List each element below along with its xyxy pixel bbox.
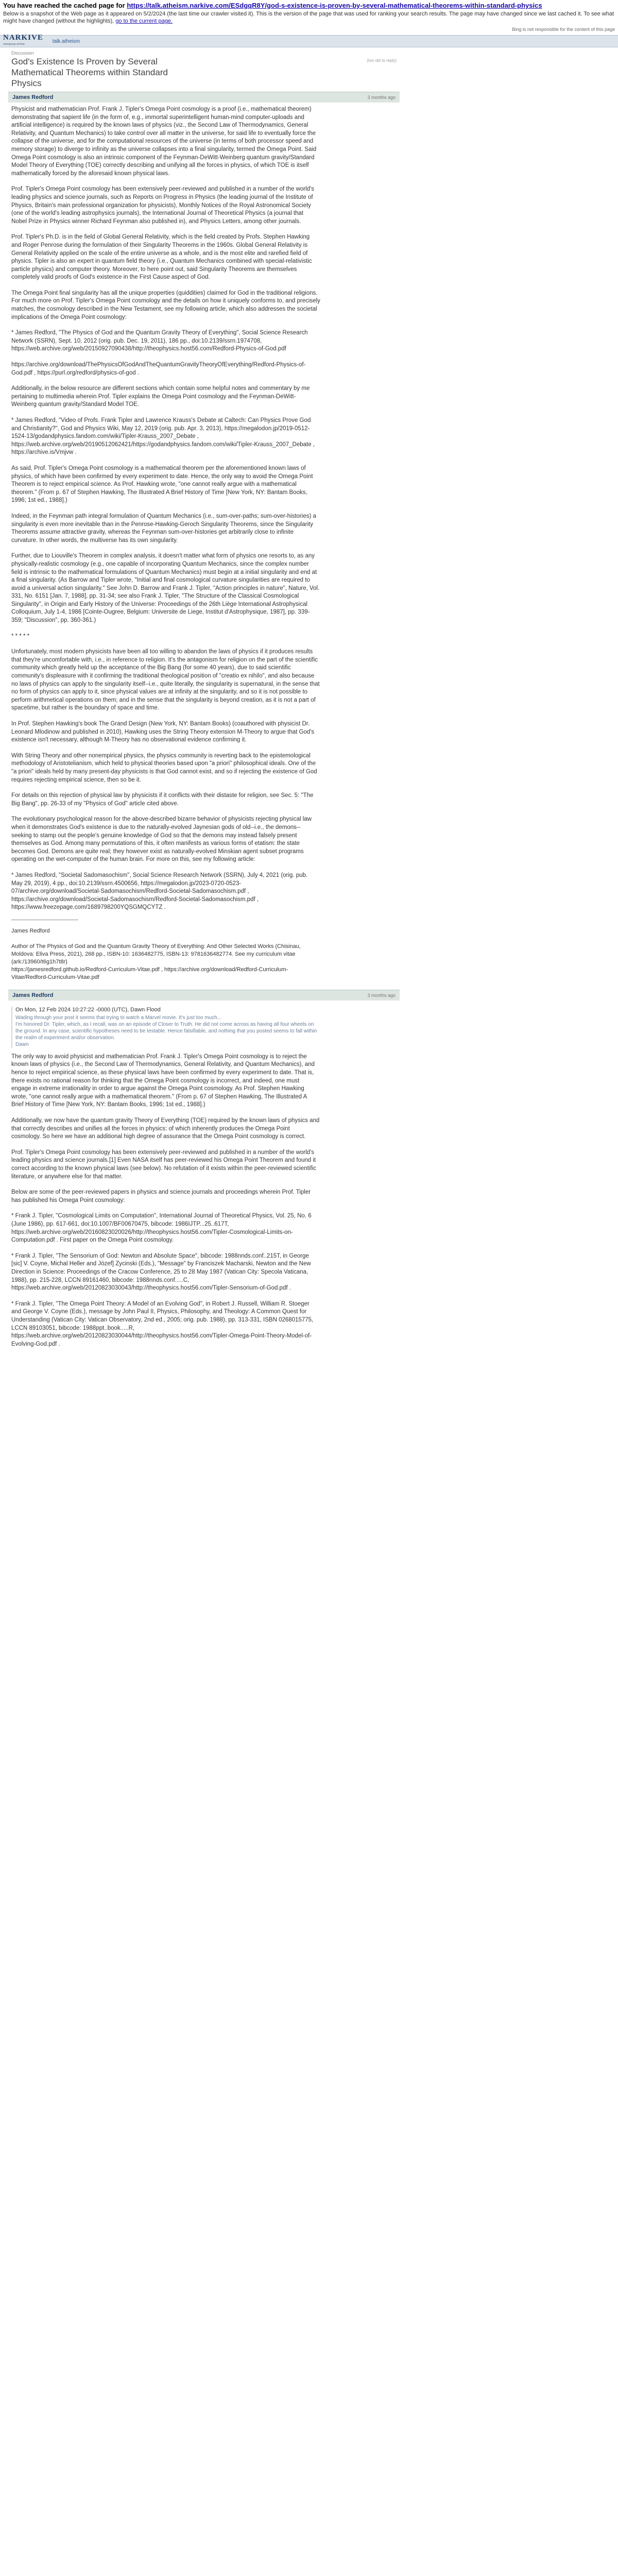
post-header bbox=[8, 92, 400, 103]
post-paragraph: The only way to avoid physicist and mathematician Prof. Frank J. Tipler's Omega Point cosmology is to reject the known laws of physics (i.e., the Second Law of Thermodynamics, General Relativity, and Quantum Mechanics), and hence to reject empirical science, as these physical laws have been confirmed by every experiment to date. That is, there exists no rational reason for thinking that the Omega Point cosmology is incorrect, and indeed, one must engage in extreme irrationality in order to argue against the Omega Point cosmology. As Prof. Stephen Hawking wrote, "one cannot really argue with a mathematical theorem." (From p. 67 of Stephen Hawking, The Illustrated A Brief History of Time [New York, NY: Bantam Books, 1996; 1st ed., 1988].) bbox=[11, 1053, 315, 1108]
post-paragraph: With String Theory and other nonempirical physics, the physics community is reverting back to the epistemological methodology of Aristotelianism, which held to physical theories based upon "a priori" philosophical ideals. One of the "a priori" ideals held by many present-day physicists is that God cannot exist, and so if rejecting the existence of God requires rejecting empirical science, then so be it. bbox=[11, 752, 317, 783]
post-citation: * James Redford, "Video of Profs. Frank Tipler and Lawrence Krauss's Debate at Caltech: Can Physics Prove God and Christianity?", God and Physics Wiki, May 12, 2019 (orig. pub. Apr. 3, 2013), https://megalodon.jp/2019-0512-1524-13/godandphysics.fandom.com/wiki/Tipler-Krauss_2007_Debate , https://web.archive.org/web/20190512062421/https://godandphysics.fandom.com/wiki/Tipler-Krauss_2007_Debate , https://archive.is/Vmjvw . bbox=[11, 417, 315, 456]
post-paragraph: Additionally, we now have the quantum gravity Theory of Everything (TOE) required by the known laws of physics and that correctly describes and unifies all the forces in physics: of which inherently produces the Omega Point cosmology. So here we have an additional high degree of assurance that the Omega Point cosmology is correct. bbox=[11, 1117, 320, 1140]
post-citation: * James Redford, "Societal Sadomasochism", Social Science Research Network (SSRN), July 4, 2021 (orig. pub. May 29, 2019), 4 pp., doi:10.2139/ssrn.4500656, https://megalodon.jp/2023-0720-0523-07/archive.org/download/Societal-Sadomasochism/Redford-Societal-Sadomasochism.pdf , https://archive.org/download/Societal-Sadomasochism/Redford-Societal-Sadomasochism.pdf , https://www.freezepage.com/1689798200YQSGMQCYTZ . bbox=[11, 872, 308, 911]
narkive-logo[interactable] bbox=[3, 35, 43, 48]
post-paragraph: In Prof. Stephen Hawking's book The Grand Design (New York, NY: Bantam Books) (coauthored with physicist Dr. Leonard Mlodinow and published in 2010), Hawking uses the String Theory extension M-Theory to argue that God's existence isn't necessary, although M-Theory has no observational evidence confirming it. bbox=[11, 721, 315, 743]
cache-notice-subtext bbox=[3, 10, 615, 25]
cache-notice bbox=[0, 0, 618, 34]
post-paragraph: Indeed, in the Feynman path integral formulation of Quantum Mechanics (i.e., sum-over-paths; sum-over-histories) a singularity is even more inevitable than in the Penrose-Hawking-Geroch Singularity Theorems, since the Singularity Theorems assume attractive gravity, whereas the Feynman sum-over-histories get arbitrarily close to infinite curvature. In other words, the multiverse has its own singularity. bbox=[11, 513, 316, 544]
post-citation: * Frank J. Tipler, "The Omega Point Theory: A Model of an Evolving God", in Robert J. Russell, William R. Stoeger and George V. Coyne (Eds.), message by John Paul II, Physics, Philosophy, and Theology: A Common Quest for Understanding (Vatican City: Vatican Observatory, 2nd ed., 2005; orig. pub. 1988), pp. 313-331, ISBN 0268015775, LCCN 89103051, bibcode: 1988ppt..book.....R, https://web.archive.org/web/20120823030044/http://theophysics.host56.com/Tipler-Omega-Point-Theory-Model-of-Evolving-God.pdf . bbox=[11, 1300, 314, 1347]
quote-line: Wading through your post it seems that trying to watch a Marvel movie. It's just too much... bbox=[15, 1014, 222, 1021]
bing-disclaimer: Bing is not responsible for the content of this page bbox=[512, 27, 615, 32]
signature-links: https://jamesredford.github.io/Redford-Curriculum-Vitae.pdf , https://archive.org/download/Redford-Curriculum-Vitae/Redford-Curriculum-Vitae.pdf bbox=[11, 966, 288, 980]
post-time: 3 months ago bbox=[367, 992, 396, 998]
cache-notice-description: Below is a snapshot of the Web page as it appeared on 5/2/2024 (the last time our crawler visited it). This is the version of the page that was used for ranking your search results. The page may have changed since we last cached it. To see what might have changed (without the highlights), bbox=[3, 11, 614, 24]
post-paragraph: Below are some of the peer-reviewed papers in physics and science journals and proceedings wherein Prof. Tipler has published his Omega Point cosmology: bbox=[11, 1189, 311, 1204]
brand-name: NARKIVE bbox=[3, 33, 43, 42]
site-header bbox=[0, 35, 618, 47]
group-link[interactable]: talk.atheism bbox=[52, 38, 80, 44]
reply-hint: (too old to reply) bbox=[367, 58, 397, 63]
post-paragraph: Prof. Tipler's Omega Point cosmology has been extensively peer-reviewed and published in a number of the world's leading physics and science journals, such as Reports on Progress in Physics (the leading journal of the Institute of Physics, Britain's main professional organization for physicists), Monthly Notices of the Royal Astronomical Society (one of the world's leading astrophysics journals), the International Journal of Theoretical Physics (a journal that Nobel Prize in Physics winner Richard Feynman also published in), and Physics Letters, among other journals. bbox=[11, 186, 315, 225]
post-author[interactable]: James Redford bbox=[12, 992, 54, 998]
cache-notice-line bbox=[3, 1, 615, 10]
post-paragraph: Additionally, in the below resource are different sections which contain some helpful notes and commentary by me pertaining to multimedia wherein Prof. Tipler explains the Omega Point cosmology and the Feynman-DeWitt-Weinberg quantum gravity/Standard Model TOE. bbox=[11, 385, 310, 408]
post-paragraph: Further, due to Liouville's Theorem in complex analysis, it doesn't matter what form of physics one resorts to, as any physically-realistic cosmology (e.g., one capable of incorporating Quantum Mechanics, since the complex number field is intrinsic to the mathematical formulations of Quantum Mechanics) must begin at a initial singularity and end at a final singularity. (As Barrow and Tipler wrote, "Initial and final cosmological curvature singularities are required to avoid a universal action singularity." See John D. Barrow and Frank J. Tipler, "Action principles in nature", Nature, Vol. 331, No. 6151 [Jan. 7, 1988], pp. 31-34; see also Frank J. Tipler, "The Structure of the Classical Cosmological Singularity", in Origin and Early History of the Universe: Proceedings of the 26th Liège International Astrophysical Colloquium, July 1-4, 1986 [Cointe-Ougree, Belgium: Universite de Liege, Institut d'Astrophysique, 1987], pp. 339-359; "Discussion", pp. 360-361.) bbox=[11, 553, 320, 624]
post-paragraph: Prof. Tipler's Omega Point cosmology has been extensively peer-reviewed and published in a number of the world's leading physics and science journals.[1] Even NASA itself has peer-reviewed his Omega Point Theorem and found it correct according to the known physical laws (see below). No refutation of it exists within the peer-reviewed scientific literature, or anywhere else for that matter. bbox=[11, 1149, 316, 1180]
brand-tagline: newsgroup archive bbox=[3, 43, 25, 46]
post-citation: * Frank J. Tipler, "Cosmological Limits on Computation", International Journal of Theoretical Physics, Vol. 25, No. 6 (June 1986), pp. 617-661, doi:10.1007/BF00670475, bibcode: 1986IJTP...25..617T, https://web.archive.org/web/20160823020026/http://theophysics.host56.com/Tipler-Cosmological-Limits-on-Computation.pdf . First paper on the Omega Point cosmology. bbox=[11, 1213, 312, 1244]
section-separator: * * * * * bbox=[11, 633, 30, 639]
post-paragraph: Prof. Tipler's Ph.D. is in the field of Global General Relativity, which is the field created by Profs. Stephen Hawking and Roger Penrose during the formulation of their Singularity Theorems in the 1960s. Global General Relativity is General Relativity applied on the scale of the entire universe as a whole, and is the most elite and rarefied field of physics. Tipler is also an expert in quantum field theory (i.e., Quantum Mechanics combined with special-relativistic particle physics) and computer theory. Moreover, to here point out, said Singularity Theorems are themselves completely valid proofs of God's existence in the First Cause aspect of God. bbox=[11, 234, 312, 281]
page-title: God's Existence Is Proven by Several Mathematical Theorems within Standard Physics bbox=[11, 57, 168, 88]
post bbox=[8, 92, 400, 987]
post-body bbox=[8, 103, 323, 987]
post-paragraph: Unfortunately, most modern physicists have been all too willing to abandon the laws of physics if it produces results that they're uncomfortable with, i.e., in reference to religion. It's the antagonism for religion on the part of the scientific community which greatly held up the acceptance of the Big Bang (for some 40 years), due to said scientific community's displeasure with it confirming the traditional theological position of "creatio ex nihilo", and also because no laws of physics can apply to the singularity itself--i.e., quite literally, the singularity is supernatural, in the sense that no form of physics can apply to it, since physical values are at infinity at the singularity, and so it is not possible to perform arithmetical operations on them; and in the sense that the singularity is beyond creation, as it is not a part of spacetime, but rather is the boundary of space and time. bbox=[11, 649, 320, 711]
breadcrumb: Discussion bbox=[11, 50, 34, 56]
quote-line: I'm honored Dr. Tipler, which, as I recall, was on an episode of Closer to Truth. He did not come across as having all four wheels on the ground. In any case, scientific hypotheses need to be testable. Hence falsifiable, and nothing that you posted seems to fall within the realm of experiment and/or observation. bbox=[15, 1021, 317, 1041]
post bbox=[8, 990, 400, 1361]
post-paragraph: Physicist and mathematician Prof. Frank J. Tipler's Omega Point cosmology is a proof (i.e., mathematical theorem) demonstrating that sapient life (in the form of, e.g., immortal superintelligent human-mind computer-uploads and artificial intelligence) is required by the known laws of physics (viz., the Second Law of Thermodynamics, General Relativity, and Quantum Mechanics) to take control over all matter in the universe, for said life to eventually force the collapse of the universe, and for the computational resources of the universe (in terms of both processor speed and memory storage) to diverge to infinity as the universe collapses into a final singularity, termed the Omega Point. Said Omega Point cosmology is also an intrinsic component of the Feynman-DeWitt-Weinberg quantum gravity/Standard Model Theory of Everything (TOE) correctly describing and unifying all the forces in physics, of which TOE is itself mathematically forced by the aforesaid known physical laws. bbox=[11, 106, 317, 177]
signature-text: Author of The Physics of God and the Quantum Gravity Theory of Everything: And Other Selected Works (Chisinau, Moldova: Eliva Press, 2021), 268 pp., ISBN-10: 1636482775, ISBN-13: 9781636482774. See my curriculum vitae (ark:/13960/t6g1h7t8r) bbox=[11, 943, 301, 965]
post-time: 3 months ago bbox=[367, 95, 396, 100]
post-paragraph: The Omega Point final singularity has all the unique properties (quiddities) claimed for God in the traditional religions. For much more on Prof. Tipler's Omega Point cosmology and the details on how it uniquely conforms to, and precisely matches, the cosmology described in the New Testament, see my following article, which also addresses the societal implications of the Omega Point cosmology: bbox=[11, 290, 320, 320]
post-paragraph: As said, Prof. Tipler's Omega Point cosmology is a mathematical theorem per the aforementioned known laws of physics, of which have been confirmed by every experiment to date. Hence, the only way to avoid the Omega Point Theorem is to reject empirical science. As Prof. Hawking wrote, "one cannot really argue with a mathematical theorem." (From p. 67 of Stephen Hawking, The Illustrated A Brief History of Time [New York, NY: Bantam Books, 1996; 1st ed., 1988].) bbox=[11, 465, 313, 504]
post-citation: * Frank J. Tipler, "The Sensorium of God: Newton and Absolute Space", bibcode: 1988nnds.conf..215T, in George [sic] V. Coyne, Michal Heller and Józef] Zycinski (Eds.), "Message" by Franciszek Macharski, Newton and the New Direction in Science: Proceedings of the Cracow Conference, 25 to 28 May 1987 (Vatican City: Specola Vaticana, 1988), pp. 215-228, LCCN 89161460, bibcode: 1988nnds.conf.....C, https://web.archive.org/web/20120823030043/http://theophysics.host56.com/Tipler-Sensorium-of-God.pdf . bbox=[11, 1252, 311, 1292]
cached-url-link[interactable]: https://talk.atheism.narkive.com/ESdgqR8Y/god-s-existence-is-proven-by-several-mathematical-theorems-within-standard-physics bbox=[127, 2, 542, 9]
quote-signature: Dawn bbox=[15, 1041, 29, 1047]
cache-notice-prefix: You have reached the cached page for bbox=[3, 2, 127, 9]
title-row bbox=[8, 56, 400, 89]
post-paragraph: The evolutionary psychological reason for the above-described bizarre behavior of physicists rejecting physical law when it demonstrates God's existence is due to the naturally-evolved Jaynesian gods of old--i.e., the demons--seeking to stamp out the people's genuine knowledge of God so that the demons may instead falsely present themselves as God. Among many permutations of this, it often manifests as various forms of etatism: the state becomes God. Demons are quite real; they however exist as naturally-evolved Minskian agent subset programs operating on the wet-computer of the human brain. For more on this, see my following article: bbox=[11, 816, 312, 863]
post-header bbox=[8, 990, 400, 1001]
post-paragraph: For details on this rejection of physical law by physicists if it conflicts with their distaste for religion, see Sec. 5: "The Big Bang", pp. 26-33 of my "Physics of God" article cited above. bbox=[11, 792, 314, 807]
quoted-reply bbox=[11, 1007, 320, 1048]
post-citation: * James Redford, "The Physics of God and the Quantum Gravity Theory of Everything", Social Science Research Network (SSRN), Sept. 10, 2012 (orig. pub. Dec. 19, 2011), 186 pp., doi:10.2139/ssrn.1974708, https://web.archive.org/web/20150927090438/http://theophysics.host56.com/Redford-Physics-of-God.pdf bbox=[11, 330, 308, 352]
post-author[interactable]: James Redford bbox=[12, 94, 54, 100]
quote-header: On Mon, 12 Feb 2024 10:27:22 -0000 (UTC), Dawn Flood bbox=[15, 1006, 161, 1013]
current-page-link[interactable]: go to the current page. bbox=[115, 18, 173, 24]
thread-container bbox=[8, 50, 400, 1361]
signature-name: James Redford bbox=[11, 927, 50, 934]
post-citation-links: https://archive.org/download/ThePhysicsOfGodAndTheQuantumGravityTheoryOfEverything/Redford-Physics-of-God.pdf , https://purl.org/redford/physics-of-god . bbox=[11, 362, 306, 376]
post-body bbox=[8, 1001, 323, 1361]
